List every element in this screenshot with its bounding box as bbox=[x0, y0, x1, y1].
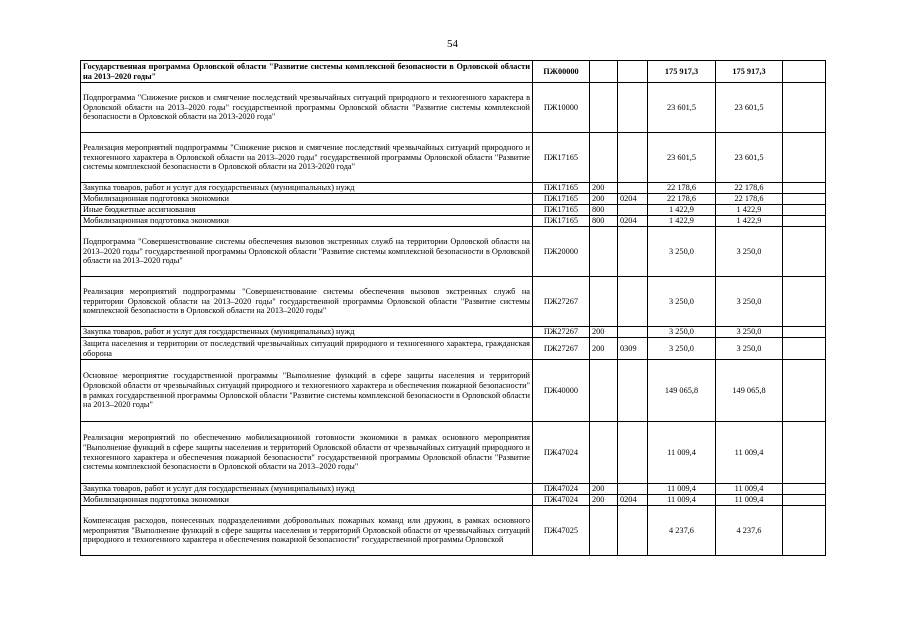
row-extra-cell bbox=[783, 422, 826, 484]
row-amount-cell: 1 422,9 bbox=[648, 216, 716, 227]
row-code-cell: ПЖ47024 bbox=[533, 495, 590, 506]
row-extra-cell bbox=[783, 338, 826, 360]
row-expense-type-cell bbox=[590, 506, 618, 556]
row-amount-total-cell: 23 601,5 bbox=[716, 83, 783, 133]
row-code-cell: ПЖ47024 bbox=[533, 422, 590, 484]
row-section-cell: 0204 bbox=[618, 194, 648, 205]
row-amount-total-cell: 23 601,5 bbox=[716, 133, 783, 183]
row-amount-cell: 11 009,4 bbox=[648, 495, 716, 506]
budget-table bbox=[80, 60, 826, 556]
row-name-cell: Мобилизационная подготовка экономики bbox=[81, 194, 533, 205]
row-amount-total-cell: 22 178,6 bbox=[716, 194, 783, 205]
row-name-cell: Защита населения и территории от последствий чрезвычайных ситуаций природного и техногенного характера, гражданская оборона bbox=[81, 338, 533, 360]
row-amount-total-cell: 1 422,9 bbox=[716, 205, 783, 216]
row-name-cell: Закупка товаров, работ и услуг для государственных (муниципальных) нужд bbox=[81, 327, 533, 338]
row-code-cell: ПЖ17165 bbox=[533, 133, 590, 183]
row-name-cell: Закупка товаров, работ и услуг для государственных (муниципальных) нужд bbox=[81, 484, 533, 495]
row-amount-total-cell: 11 009,4 bbox=[716, 422, 783, 484]
row-name-cell: Закупка товаров, работ и услуг для государственных (муниципальных) нужд bbox=[81, 183, 533, 194]
row-amount-total-cell: 22 178,6 bbox=[716, 183, 783, 194]
row-section-cell bbox=[618, 61, 648, 83]
row-amount-total-cell: 11 009,4 bbox=[716, 495, 783, 506]
row-expense-type-cell: 200 bbox=[590, 327, 618, 338]
row-code-cell: ПЖ20000 bbox=[533, 227, 590, 277]
row-section-cell bbox=[618, 83, 648, 133]
row-section-cell: 0204 bbox=[618, 216, 648, 227]
row-section-cell bbox=[618, 133, 648, 183]
row-expense-type-cell bbox=[590, 277, 618, 327]
table-row bbox=[81, 133, 826, 183]
row-amount-cell: 3 250,0 bbox=[648, 327, 716, 338]
row-section-cell bbox=[618, 205, 648, 216]
row-extra-cell bbox=[783, 327, 826, 338]
row-extra-cell bbox=[783, 83, 826, 133]
row-extra-cell bbox=[783, 194, 826, 205]
row-extra-cell bbox=[783, 360, 826, 422]
row-code-cell: ПЖ17165 bbox=[533, 183, 590, 194]
row-extra-cell bbox=[783, 506, 826, 556]
row-amount-total-cell: 175 917,3 bbox=[716, 61, 783, 83]
row-name-cell: Компенсация расходов, понесенных подразделениями добровольных пожарных команд или дружин, в рамках основного мероприятия "Выполнение функций в сфере защиты населения и территорий Орловской области от чрезвычайных ситуаций природного и техногенного характера и обеспечения пожарной безопасности" государственной программы Орловской bbox=[81, 506, 533, 556]
row-code-cell: ПЖ17165 bbox=[533, 216, 590, 227]
row-extra-cell bbox=[783, 133, 826, 183]
table-row bbox=[81, 506, 826, 556]
row-amount-cell: 4 237,6 bbox=[648, 506, 716, 556]
row-expense-type-cell bbox=[590, 422, 618, 484]
row-amount-cell: 11 009,4 bbox=[648, 484, 716, 495]
row-amount-total-cell: 3 250,0 bbox=[716, 277, 783, 327]
row-expense-type-cell: 200 bbox=[590, 495, 618, 506]
table-row bbox=[81, 216, 826, 227]
row-code-cell: ПЖ27267 bbox=[533, 338, 590, 360]
row-expense-type-cell: 200 bbox=[590, 484, 618, 495]
row-section-cell bbox=[618, 327, 648, 338]
row-expense-type-cell bbox=[590, 227, 618, 277]
table-row bbox=[81, 360, 826, 422]
row-amount-total-cell: 1 422,9 bbox=[716, 216, 783, 227]
row-section-cell bbox=[618, 360, 648, 422]
row-expense-type-cell: 200 bbox=[590, 183, 618, 194]
row-name-cell: Подпрограмма "Совершенствование системы обеспечения вызовов экстренных служб на территории Орловской области на 2013–2020 годы" государственной программы Орловской области "Развитие системы комплексной безопасности в Орловской области на 2013–2020 годы" bbox=[81, 227, 533, 277]
row-code-cell: ПЖ40000 bbox=[533, 360, 590, 422]
row-amount-cell: 1 422,9 bbox=[648, 205, 716, 216]
table-row bbox=[81, 83, 826, 133]
row-amount-cell: 3 250,0 bbox=[648, 277, 716, 327]
table-row bbox=[81, 61, 826, 83]
row-expense-type-cell bbox=[590, 83, 618, 133]
row-extra-cell bbox=[783, 205, 826, 216]
row-extra-cell bbox=[783, 484, 826, 495]
row-expense-type-cell: 800 bbox=[590, 216, 618, 227]
row-name-cell: Мобилизационная подготовка экономики bbox=[81, 216, 533, 227]
table-row bbox=[81, 205, 826, 216]
row-section-cell bbox=[618, 227, 648, 277]
row-amount-cell: 149 065,8 bbox=[648, 360, 716, 422]
row-section-cell bbox=[618, 183, 648, 194]
row-expense-type-cell: 800 bbox=[590, 205, 618, 216]
row-expense-type-cell: 200 bbox=[590, 338, 618, 360]
row-amount-total-cell: 3 250,0 bbox=[716, 338, 783, 360]
table-row bbox=[81, 227, 826, 277]
row-amount-total-cell: 149 065,8 bbox=[716, 360, 783, 422]
row-code-cell: ПЖ47024 bbox=[533, 484, 590, 495]
row-name-cell: Государственная программа Орловской области "Развитие системы комплексной безопасности в Орловской области на 2013–2020 годы" bbox=[81, 61, 533, 83]
row-amount-cell: 3 250,0 bbox=[648, 227, 716, 277]
page-number: 54 bbox=[447, 38, 458, 50]
row-section-cell bbox=[618, 277, 648, 327]
row-code-cell: ПЖ17165 bbox=[533, 205, 590, 216]
row-amount-cell: 23 601,5 bbox=[648, 83, 716, 133]
row-name-cell: Основное мероприятие государственной программы "Выполнение функций в сфере защиты населения и территорий Орловской области от чрезвычайных ситуаций природного и техногенного характера и обеспечения пожарной безопасности" в рамках государственной программы Орловской области "Развитие системы комплексной безопасности в Орловской области на 2013–2020 годы" bbox=[81, 360, 533, 422]
table-row bbox=[81, 327, 826, 338]
row-amount-cell: 3 250,0 bbox=[648, 338, 716, 360]
row-amount-cell: 22 178,6 bbox=[648, 194, 716, 205]
table-row bbox=[81, 277, 826, 327]
row-expense-type-cell bbox=[590, 133, 618, 183]
table-row bbox=[81, 194, 826, 205]
table-row bbox=[81, 484, 826, 495]
row-code-cell: ПЖ27267 bbox=[533, 327, 590, 338]
table-row bbox=[81, 338, 826, 360]
row-expense-type-cell bbox=[590, 360, 618, 422]
row-section-cell bbox=[618, 506, 648, 556]
table-body bbox=[81, 61, 826, 556]
row-amount-cell: 11 009,4 bbox=[648, 422, 716, 484]
row-amount-cell: 23 601,5 bbox=[648, 133, 716, 183]
row-name-cell: Реализация мероприятий подпрограммы "Снижение рисков и смягчение последствий чрезвычайных ситуаций природного и техногенного характера в Орловской области на 2013–2020 годы" государственной программы Орловской области "Развитие системы комплексной безопасности в Орловской области на 2013-2020 года" bbox=[81, 133, 533, 183]
row-extra-cell bbox=[783, 495, 826, 506]
row-code-cell: ПЖ17165 bbox=[533, 194, 590, 205]
row-name-cell: Иные бюджетные ассигнования bbox=[81, 205, 533, 216]
row-name-cell: Реализация мероприятий подпрограммы "Совершенствование системы обеспечения вызовов экстренных служб на территории Орловской области на 2013–2020 годы" государственной программы Орловской области "Развитие системы комплексной безопасности в Орловской области на 2013–2020 годы" bbox=[81, 277, 533, 327]
row-section-cell bbox=[618, 422, 648, 484]
table-row bbox=[81, 495, 826, 506]
row-extra-cell bbox=[783, 183, 826, 194]
row-amount-cell: 22 178,6 bbox=[648, 183, 716, 194]
row-section-cell: 0309 bbox=[618, 338, 648, 360]
row-amount-cell: 175 917,3 bbox=[648, 61, 716, 83]
row-name-cell: Мобилизационная подготовка экономики bbox=[81, 495, 533, 506]
row-extra-cell bbox=[783, 216, 826, 227]
row-extra-cell bbox=[783, 227, 826, 277]
row-amount-total-cell: 4 237,6 bbox=[716, 506, 783, 556]
row-extra-cell bbox=[783, 277, 826, 327]
row-expense-type-cell bbox=[590, 61, 618, 83]
row-code-cell: ПЖ27267 bbox=[533, 277, 590, 327]
row-name-cell: Подпрограмма "Снижение рисков и смягчение последствий чрезвычайных ситуаций природного и техногенного характера в Орловской области на 2013–2020 годы" государственной программы Орловской области "Развитие системы комплексной безопасности в Орловской области на 2013-2020 года" bbox=[81, 83, 533, 133]
row-section-cell bbox=[618, 484, 648, 495]
row-amount-total-cell: 3 250,0 bbox=[716, 227, 783, 277]
row-expense-type-cell: 200 bbox=[590, 194, 618, 205]
table-row bbox=[81, 422, 826, 484]
row-section-cell: 0204 bbox=[618, 495, 648, 506]
row-amount-total-cell: 3 250,0 bbox=[716, 327, 783, 338]
row-extra-cell bbox=[783, 61, 826, 83]
table-row bbox=[81, 183, 826, 194]
row-code-cell: ПЖ47025 bbox=[533, 506, 590, 556]
row-code-cell: ПЖ00000 bbox=[533, 61, 590, 83]
row-code-cell: ПЖ10000 bbox=[533, 83, 590, 133]
row-amount-total-cell: 11 009,4 bbox=[716, 484, 783, 495]
row-name-cell: Реализация мероприятий по обеспечению мобилизационной готовности экономики в рамках основного мероприятия "Выполнение функций в сфере защиты населения и территорий Орловской области от чрезвычайных ситуаций природного и техногенного характера и обеспечения пожарной безопасности" государственной программы Орловской области "Развитие системы комплексной безопасности в Орловской области на 2013–2020 годы" bbox=[81, 422, 533, 484]
